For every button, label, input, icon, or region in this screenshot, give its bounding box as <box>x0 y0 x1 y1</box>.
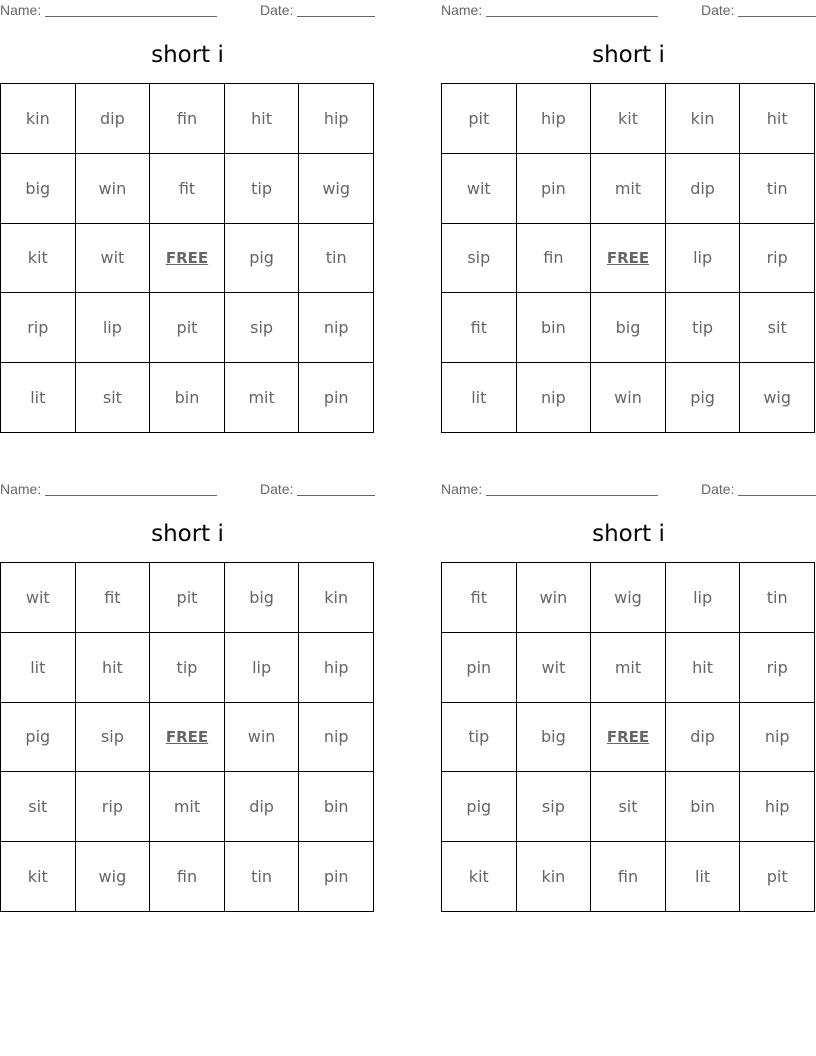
bingo-cell: pit <box>150 293 225 363</box>
bingo-cell: rip <box>740 224 815 294</box>
card-title: short i <box>592 521 665 547</box>
bingo-cell: kin <box>1 84 76 154</box>
bingo-cell: bin <box>517 293 592 363</box>
bingo-cell: wit <box>517 633 592 703</box>
bingo-cell: lit <box>1 363 76 433</box>
bingo-cell: wig <box>591 563 666 633</box>
bingo-cell: dip <box>76 84 151 154</box>
card-title: short i <box>592 42 665 68</box>
date-field[interactable] <box>738 481 816 496</box>
name-label: Name: <box>441 481 483 497</box>
bingo-cell: big <box>225 563 300 633</box>
card-title: short i <box>151 521 224 547</box>
bingo-cell: bin <box>666 772 741 842</box>
bingo-cell: wig <box>76 842 151 912</box>
bingo-cell: lip <box>225 633 300 703</box>
name-label: Name: <box>0 481 42 497</box>
bingo-cell: kit <box>1 842 76 912</box>
bingo-cell: big <box>1 154 76 224</box>
bingo-cell: tip <box>442 703 517 773</box>
bingo-cell: hip <box>299 633 374 703</box>
bingo-cell: mit <box>591 154 666 224</box>
bingo-cell: rip <box>1 293 76 363</box>
bingo-cell: nip <box>299 293 374 363</box>
bingo-cell: pit <box>442 84 517 154</box>
bingo-cell: dip <box>666 154 741 224</box>
bingo-cell: fin <box>591 842 666 912</box>
date-label: Date: <box>260 481 294 497</box>
date-label: Date: <box>701 2 735 18</box>
bingo-cell: win <box>591 363 666 433</box>
bingo-cell: pig <box>442 772 517 842</box>
bingo-cell: lit <box>442 363 517 433</box>
bingo-cell: lit <box>666 842 741 912</box>
bingo-cell: fin <box>150 842 225 912</box>
date-label: Date: <box>701 481 735 497</box>
name-label: Name: <box>0 2 42 18</box>
card-header <box>0 0 375 22</box>
bingo-cell: hit <box>666 633 741 703</box>
free-space: FREE <box>150 703 225 773</box>
bingo-cell: wig <box>740 363 815 433</box>
bingo-cell: hip <box>299 84 374 154</box>
date-field[interactable] <box>297 2 375 17</box>
bingo-cell: wit <box>76 224 151 294</box>
bingo-cell: pig <box>225 224 300 294</box>
card-header <box>441 479 816 501</box>
card-header <box>0 479 375 501</box>
bingo-cell: hit <box>740 84 815 154</box>
bingo-cell: nip <box>299 703 374 773</box>
bingo-cell: hip <box>740 772 815 842</box>
bingo-cell: fin <box>150 84 225 154</box>
date-field[interactable] <box>738 2 816 17</box>
bingo-cell: sit <box>76 363 151 433</box>
bingo-cell: sit <box>591 772 666 842</box>
bingo-cell: lit <box>1 633 76 703</box>
bingo-cell: pin <box>442 633 517 703</box>
bingo-cell: fit <box>442 293 517 363</box>
bingo-cell: dip <box>666 703 741 773</box>
bingo-cell: fit <box>76 563 151 633</box>
bingo-cell: kit <box>1 224 76 294</box>
bingo-cell: kin <box>299 563 374 633</box>
bingo-cell: pig <box>666 363 741 433</box>
name-field[interactable] <box>45 481 217 496</box>
date-field[interactable] <box>297 481 375 496</box>
bingo-cell: sip <box>225 293 300 363</box>
bingo-cell: fit <box>150 154 225 224</box>
bingo-cell: nip <box>740 703 815 773</box>
bingo-cell: big <box>517 703 592 773</box>
bingo-cell: wig <box>299 154 374 224</box>
bingo-cell: tin <box>740 563 815 633</box>
bingo-cell: win <box>517 563 592 633</box>
bingo-cell: sip <box>442 224 517 294</box>
bingo-cell: kit <box>442 842 517 912</box>
free-space: FREE <box>150 224 225 294</box>
bingo-cell: pin <box>299 842 374 912</box>
bingo-grid <box>441 562 815 912</box>
bingo-cell: sit <box>740 293 815 363</box>
bingo-grid <box>0 83 374 433</box>
bingo-cell: mit <box>591 633 666 703</box>
bingo-cell: win <box>76 154 151 224</box>
bingo-cell: kin <box>666 84 741 154</box>
bingo-cell: lip <box>76 293 151 363</box>
bingo-cell: wit <box>1 563 76 633</box>
bingo-cell: tin <box>225 842 300 912</box>
free-space: FREE <box>591 703 666 773</box>
bingo-cell: tip <box>666 293 741 363</box>
bingo-cell: mit <box>150 772 225 842</box>
bingo-cell: tin <box>299 224 374 294</box>
name-field[interactable] <box>486 2 658 17</box>
bingo-cell: pin <box>517 154 592 224</box>
bingo-cell: pit <box>740 842 815 912</box>
card-title: short i <box>151 42 224 68</box>
name-field[interactable] <box>486 481 658 496</box>
bingo-cell: tip <box>150 633 225 703</box>
bingo-cell: sip <box>517 772 592 842</box>
card-header <box>441 0 816 22</box>
name-label: Name: <box>441 2 483 18</box>
free-space: FREE <box>591 224 666 294</box>
bingo-cell: hit <box>225 84 300 154</box>
bingo-cell: kin <box>517 842 592 912</box>
bingo-cell: rip <box>740 633 815 703</box>
bingo-cell: hit <box>76 633 151 703</box>
bingo-cell: kit <box>591 84 666 154</box>
bingo-cell: dip <box>225 772 300 842</box>
bingo-grid <box>441 83 815 433</box>
bingo-grid <box>0 562 374 912</box>
bingo-cell: lip <box>666 224 741 294</box>
bingo-cell: bin <box>150 363 225 433</box>
bingo-cell: pig <box>1 703 76 773</box>
bingo-cell: tip <box>225 154 300 224</box>
bingo-cell: nip <box>517 363 592 433</box>
bingo-cell: tin <box>740 154 815 224</box>
bingo-cell: pin <box>299 363 374 433</box>
bingo-cell: sip <box>76 703 151 773</box>
bingo-cell: hip <box>517 84 592 154</box>
bingo-cell: rip <box>76 772 151 842</box>
bingo-cell: wit <box>442 154 517 224</box>
bingo-cell: sit <box>1 772 76 842</box>
bingo-cell: fit <box>442 563 517 633</box>
bingo-cell: pit <box>150 563 225 633</box>
name-field[interactable] <box>45 2 217 17</box>
bingo-cell: mit <box>225 363 300 433</box>
bingo-cell: fin <box>517 224 592 294</box>
date-label: Date: <box>260 2 294 18</box>
bingo-cell: bin <box>299 772 374 842</box>
bingo-cell: win <box>225 703 300 773</box>
bingo-cell: big <box>591 293 666 363</box>
bingo-cell: lip <box>666 563 741 633</box>
